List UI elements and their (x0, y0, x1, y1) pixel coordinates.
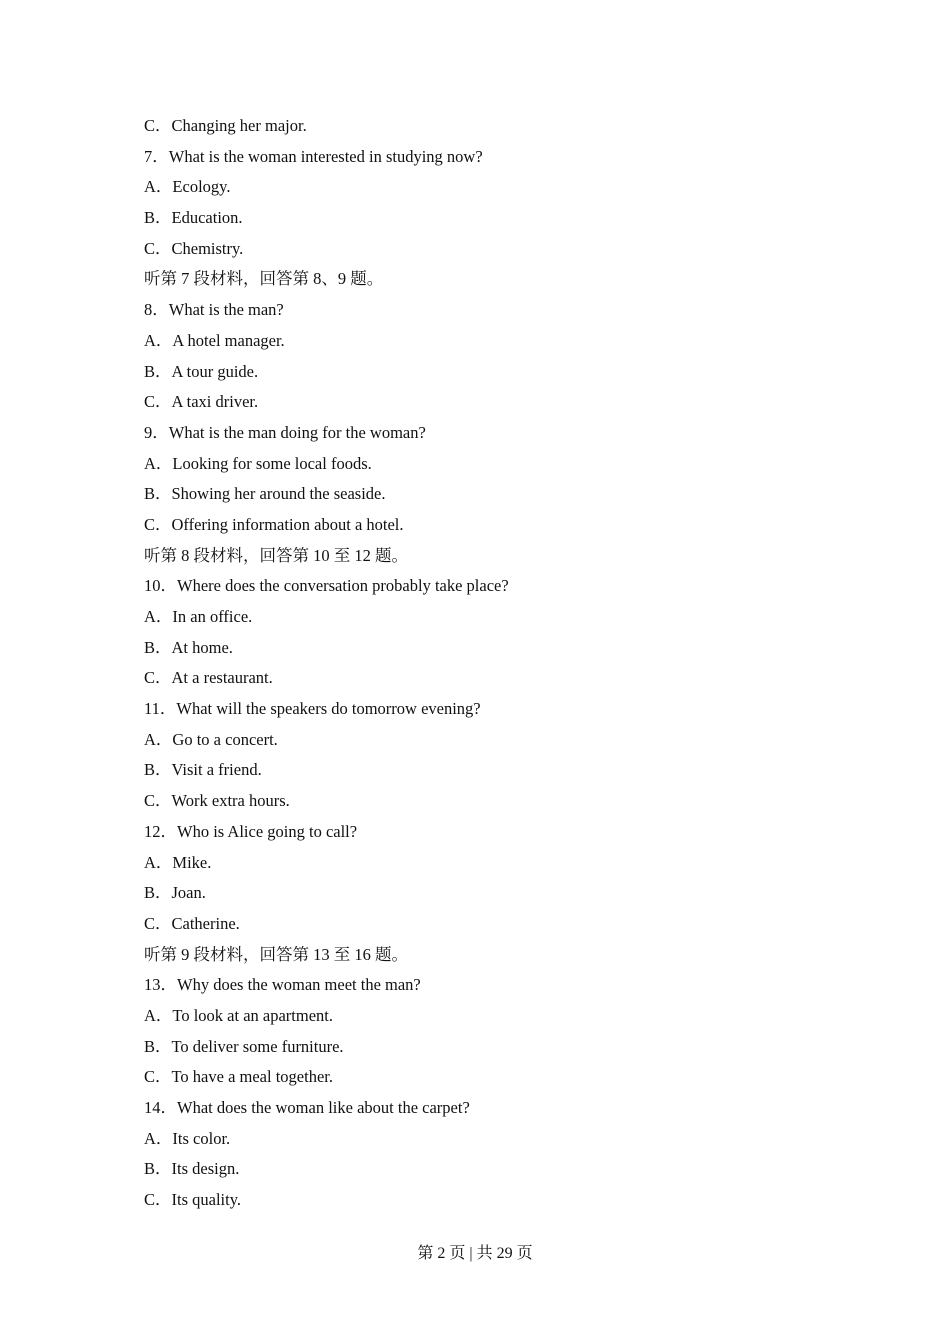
option-line: A．A hotel manager. (144, 330, 285, 350)
question-line: 9．What is the man doing for the woman? (144, 422, 426, 442)
option-line: C．To have a meal together. (144, 1067, 333, 1087)
option-line: C．Work extra hours. (144, 791, 290, 811)
option-line: A．In an office. (144, 607, 253, 626)
question-line: 8．What is the man? (144, 300, 284, 320)
option-line: A．Ecology. (144, 177, 231, 197)
option-line: A．To look at an apartment. (144, 1005, 334, 1025)
option-line: A．Looking for some local foods. (144, 453, 372, 473)
page-footer: 第 2 页 | 共 29 页 (417, 1245, 533, 1262)
option-line: C．Chemistry. (144, 238, 244, 258)
section-instruction: 听第 8 段材料，回答第 10 至 12 题。 (144, 545, 408, 565)
option-line: A．Its color. (144, 1128, 231, 1148)
option-line: C．Its quality. (144, 1190, 242, 1210)
option-line: C．Catherine. (144, 913, 240, 933)
question-line: 13．Why does the woman meet the man? (144, 975, 421, 995)
option-line: C．At a restaurant. (144, 668, 273, 688)
option-line: A．Mike. (144, 852, 212, 872)
section-instruction: 听第 9 段材料，回答第 13 至 16 题。 (144, 944, 408, 964)
document-body (144, 111, 844, 1216)
option-line: B．To deliver some furniture. (144, 1036, 344, 1056)
question-line: 12．Who is Alice going to call? (144, 821, 358, 841)
option-line: B．Showing her around the seaside. (144, 484, 386, 504)
option-line: B．Its design. (144, 1159, 240, 1179)
question-line: 10．Where does the conversation probably take place? (144, 576, 509, 596)
option-line: B．A tour guide. (144, 361, 259, 381)
question-line: 7．What is the woman interested in studying now? (144, 146, 483, 166)
option-line: B．Joan. (144, 883, 206, 903)
option-line: C．A taxi driver. (144, 392, 259, 412)
question-line: 14．What does the woman like about the carpet? (144, 1098, 470, 1117)
option-line: B．Visit a friend. (144, 760, 262, 780)
option-line: A．Go to a concert. (144, 729, 278, 749)
option-line: B．Education. (144, 208, 243, 228)
option-line: C．Offering information about a hotel. (144, 514, 404, 534)
section-instruction: 听第 7 段材料，回答第 8、9 题。 (144, 269, 384, 289)
question-line: 11．What will the speakers do tomorrow evening? (144, 699, 481, 719)
option-line: B．At home. (144, 637, 233, 657)
option-line: C．Changing her major. (144, 116, 307, 135)
